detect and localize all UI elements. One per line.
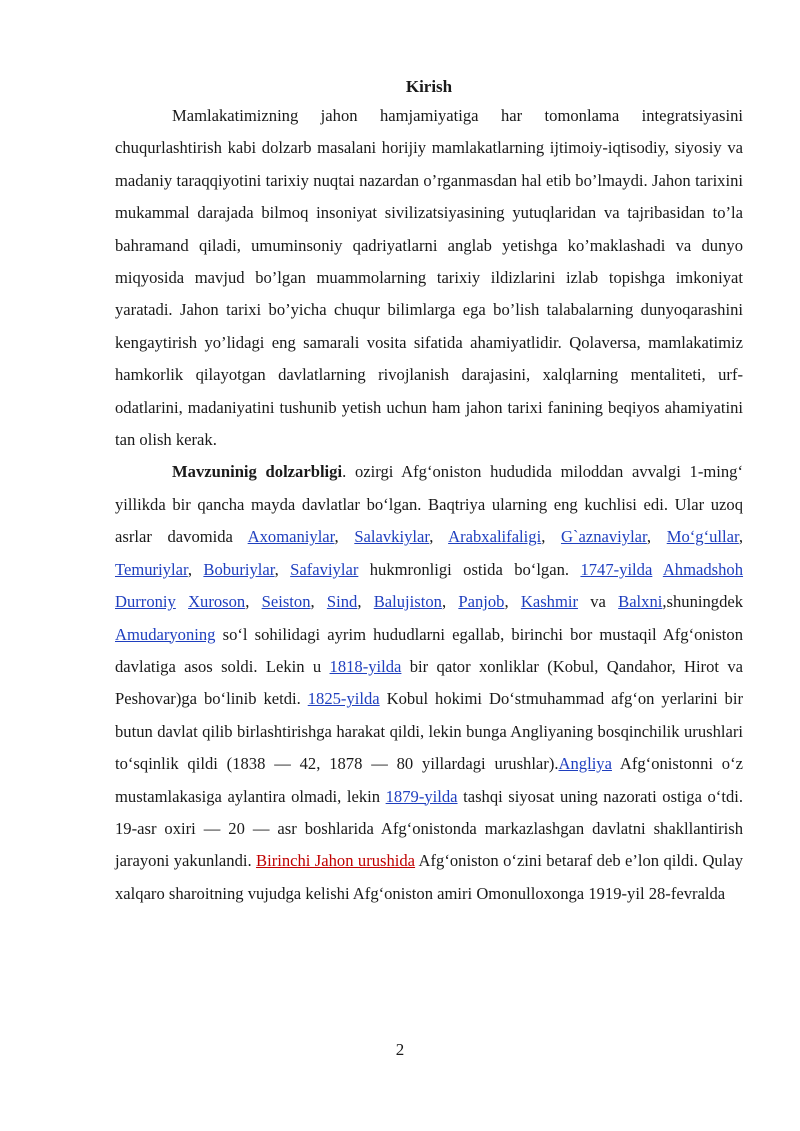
text-run: , bbox=[274, 559, 291, 579]
text-run: bir qator xonliklar (Kobul, Qandahor, Hirot va Peshovar)ga bo‘linib ketdi. bbox=[115, 656, 743, 709]
relevance-heading: Mavzuninig dolzarbligi bbox=[172, 462, 343, 482]
text-run: , bbox=[245, 592, 262, 612]
link-mogullar[interactable]: Mo‘g‘ullar bbox=[666, 527, 739, 547]
link-panjob[interactable]: Panjob bbox=[458, 592, 505, 612]
link-amudaryoning[interactable]: Amudaryoning bbox=[115, 624, 216, 644]
page-content bbox=[115, 74, 743, 910]
text-run: , bbox=[504, 592, 521, 612]
text-run: , bbox=[541, 527, 561, 547]
relevance-paragraph bbox=[115, 456, 743, 910]
intro-paragraph: Mamlakatimizning jahon hamjamiyatiga har tomonlama integratsiyasini chuqurlashtirish kabi dolzarb masalani horijiy mamlakatlarning ijtimoiy-iqtisodiy, siyosiy va madaniy taraqqiyotini tarixiy nuqtai nazardan o’rganmasdan hal etib bo’lmaydi. Jahon tarixini mukammal darajada bilmoq insoniyat sivilizatsiyasining yutuqlaridan va tajribasidan to’la bahramand qiladi, umuminsoniy qadriyatlarni anglab yetishga ko’maklashadi va dunyo miqyosida mavjud bo’lgan muammolarning tarixiy ildizlarini izlab topishga imkoniyat yaratadi. Jahon tarixi bo’yicha chuqur bilimlarga ega bo’lish talabalarning dunyoqarashini kengaytirish yo’lidagi eng samarali vosita sifatida ahamiyatlidir. Qolaversa, mamlakatimiz hamkorlik qilayotgan davlatlarning rivojlanish darajasini, xalqlarning mentaliteti, urf-odatlarini, madaniyatini tushunib yetish uchun ham jahon tarixi fanining beqiyos ahamiyatini tan olish kerak. bbox=[115, 106, 743, 450]
link-arabxalifaligi[interactable]: Arabxalifaligi bbox=[448, 527, 542, 547]
link-salavkiylar[interactable]: Salavkiylar bbox=[354, 527, 430, 547]
text-run: , bbox=[357, 592, 374, 612]
text-run: tashqi siyosat uning nazorati ostiga o‘tdi. 19-asr oxiri — 20 — asr boshlarida Afg‘onistonda markazlashgan davlatni shakllantirish jarayoni yakunlandi. bbox=[115, 786, 743, 871]
text-run: hukmronligi ostida bo‘lgan. bbox=[358, 559, 581, 579]
text-run: . ozirgi Afg‘oniston hududida miloddan avvalgi 1-ming‘ yillikda bir qancha mayda davlatlar bo‘lgan. Baqtriya ularning eng kuchlisi edi. Ular uzoq asrlar davomida bbox=[115, 462, 743, 547]
text-run: , bbox=[187, 559, 204, 579]
link-temuriylar[interactable]: Temuriylar bbox=[115, 559, 188, 579]
link-1879-yilda[interactable]: 1879-yilda bbox=[385, 786, 458, 806]
text-run: so‘l sohilidagi ayrim hududlarni egallab, birinchi bor mustaqil Afg‘oniston davlatiga asos soldi. Lekin u bbox=[115, 624, 743, 676]
link-axomaniylar[interactable]: Axomaniylar bbox=[247, 527, 335, 547]
page-number: 2 bbox=[395, 1040, 405, 1059]
text-run bbox=[652, 560, 662, 579]
text-run: Kobul hokimi Do‘stmuhammad afg‘on yerlarini bir butun davlat qilib birlashtirishga harakat qildi, lekin bunga Angliyaning bosqinchilik urushlari to‘sqinlik qildi (1838 — 42, 1878 — 80 yillardagi urushlar). bbox=[115, 689, 743, 774]
link-seiston[interactable]: Seiston bbox=[261, 592, 311, 612]
link-boburiylar[interactable]: Boburiylar bbox=[203, 559, 275, 579]
text-run: Afg‘onistonni o‘z mustamlakasiga aylantira olmadi, lekin bbox=[115, 754, 743, 806]
text-run: ,shuningdek bbox=[662, 592, 744, 612]
text-run: , bbox=[738, 527, 744, 547]
link-sind[interactable]: Sind bbox=[326, 592, 358, 612]
text-run bbox=[176, 592, 188, 611]
text-run: , bbox=[646, 527, 667, 547]
link-1825-yilda[interactable]: 1825-yilda bbox=[307, 689, 380, 709]
link-balujiston[interactable]: Balujiston bbox=[373, 592, 442, 612]
link-ahmadshoh-durroniy[interactable]: Ahmadshoh Durroniy bbox=[115, 559, 744, 612]
link-xuroson[interactable]: Xuroson bbox=[188, 592, 246, 612]
text-run: Afg‘oniston o‘zini betaraf deb e’lon qildi. Qulay xalqaro sharoitning vujudga kelishi Afg‘oniston amiri Omonulloxonga 1919-yil 28-fevralda bbox=[115, 851, 744, 903]
link-angliya[interactable]: Angliya bbox=[558, 754, 612, 774]
text-run: , bbox=[441, 592, 459, 612]
link-gaznaviylar[interactable]: G`aznaviylar bbox=[560, 527, 647, 547]
page-title: Kirish bbox=[405, 77, 453, 96]
link-birinchi-jahon-urushida[interactable]: Birinchi Jahon urushida bbox=[256, 851, 416, 871]
link-kashmir[interactable]: Kashmir bbox=[520, 592, 578, 612]
text-run: , bbox=[334, 527, 355, 547]
text-run: va bbox=[578, 592, 619, 612]
link-safaviylar[interactable]: Safaviylar bbox=[290, 559, 359, 579]
link-1747-yilda[interactable]: 1747-yilda bbox=[580, 559, 653, 579]
link-1818-yilda[interactable]: 1818-yilda bbox=[329, 656, 402, 676]
text-run: , bbox=[429, 527, 449, 547]
text-run: , bbox=[310, 592, 327, 612]
link-balxni[interactable]: Balxni bbox=[618, 592, 663, 612]
